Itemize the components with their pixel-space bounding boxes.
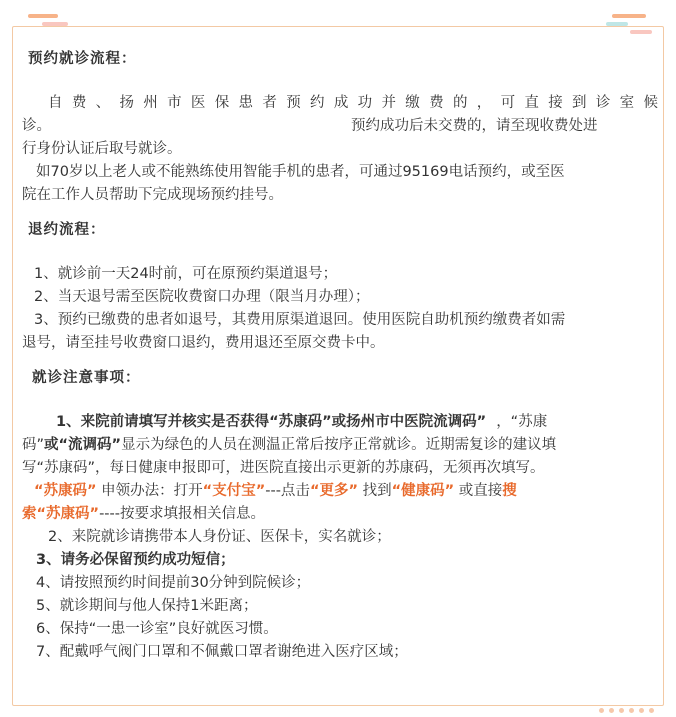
- paragraph-line: 诊。 预约成功后未交费的，请至现收费处进: [22, 118, 598, 134]
- notice-line: 码”或“流调码”显示为绿色的人员在测温正常后按序正常就诊。近期需复诊的建议填: [22, 437, 557, 453]
- paragraph-line: 行身份认证后取号就诊。: [22, 141, 182, 157]
- notice-line: 6、保持“一患一诊室”良好就医习惯。: [36, 621, 278, 637]
- notice-line: 3、请务必保留预约成功短信；: [36, 552, 235, 568]
- ornament-bar: [630, 30, 652, 34]
- heading-appointment-process: 预约就诊流程：: [28, 51, 137, 67]
- notice-line: 4、请按照预约时间提前30分钟到院候诊；: [36, 575, 311, 591]
- ornament-bar: [28, 14, 58, 18]
- paragraph-line: 自费、扬州市医保患者预约成功并缴费的，可直接到诊室候: [48, 95, 658, 111]
- notice-line: 2、来院就诊请携带本人身份证、医保卡，实名就诊；: [48, 529, 391, 545]
- ornament-bar: [42, 22, 68, 26]
- ornament-bar: [606, 22, 628, 26]
- article-body: [22, 48, 658, 664]
- list-item: 3、预约已缴费的患者如退号，其费用原渠道退回。使用医院自助机预约缴费者如需: [34, 312, 566, 328]
- notice-line: 1、来院前请填写并核实是否获得“苏康码”或扬州市中医院流调码” ，“苏康: [56, 414, 548, 430]
- list-item: 1、就诊前一天24时前，可在原预约渠道退号；: [34, 266, 338, 282]
- heading-cancellation-process: 退约流程：: [28, 222, 106, 238]
- decorative-dots: [599, 708, 654, 713]
- notice-line: 索“苏康码”----按要求填报相关信息。: [22, 506, 265, 522]
- notice-line: “苏康码” 申领办法：打开“支付宝”---点击“更多” 找到“健康码” 或直接搜: [34, 483, 517, 499]
- list-item: 退号，请至挂号收费窗口退约，费用退还至原交费卡中。: [22, 335, 385, 351]
- notice-line: 写“苏康码”，每日健康申报即可，进医院直接出示更新的苏康码，无须再次填写。: [22, 460, 545, 476]
- paragraph-line: 院在工作人员帮助下完成现场预约挂号。: [22, 187, 283, 203]
- notice-line: 7、配戴呼气阀门口罩和不佩戴口罩者谢绝进入医疗区域；: [36, 644, 408, 660]
- list-item: 2、当天退号需至医院收费窗口办理（限当月办理）；: [34, 289, 370, 305]
- notice-line: 5、就诊期间与他人保持1米距离；: [36, 598, 258, 614]
- heading-visit-notes: 就诊注意事项：: [32, 370, 141, 386]
- ornament-bar: [612, 14, 646, 18]
- paragraph-line: 如70岁以上老人或不能熟练使用智能手机的患者，可通过95169电话预约，或至医: [36, 164, 565, 180]
